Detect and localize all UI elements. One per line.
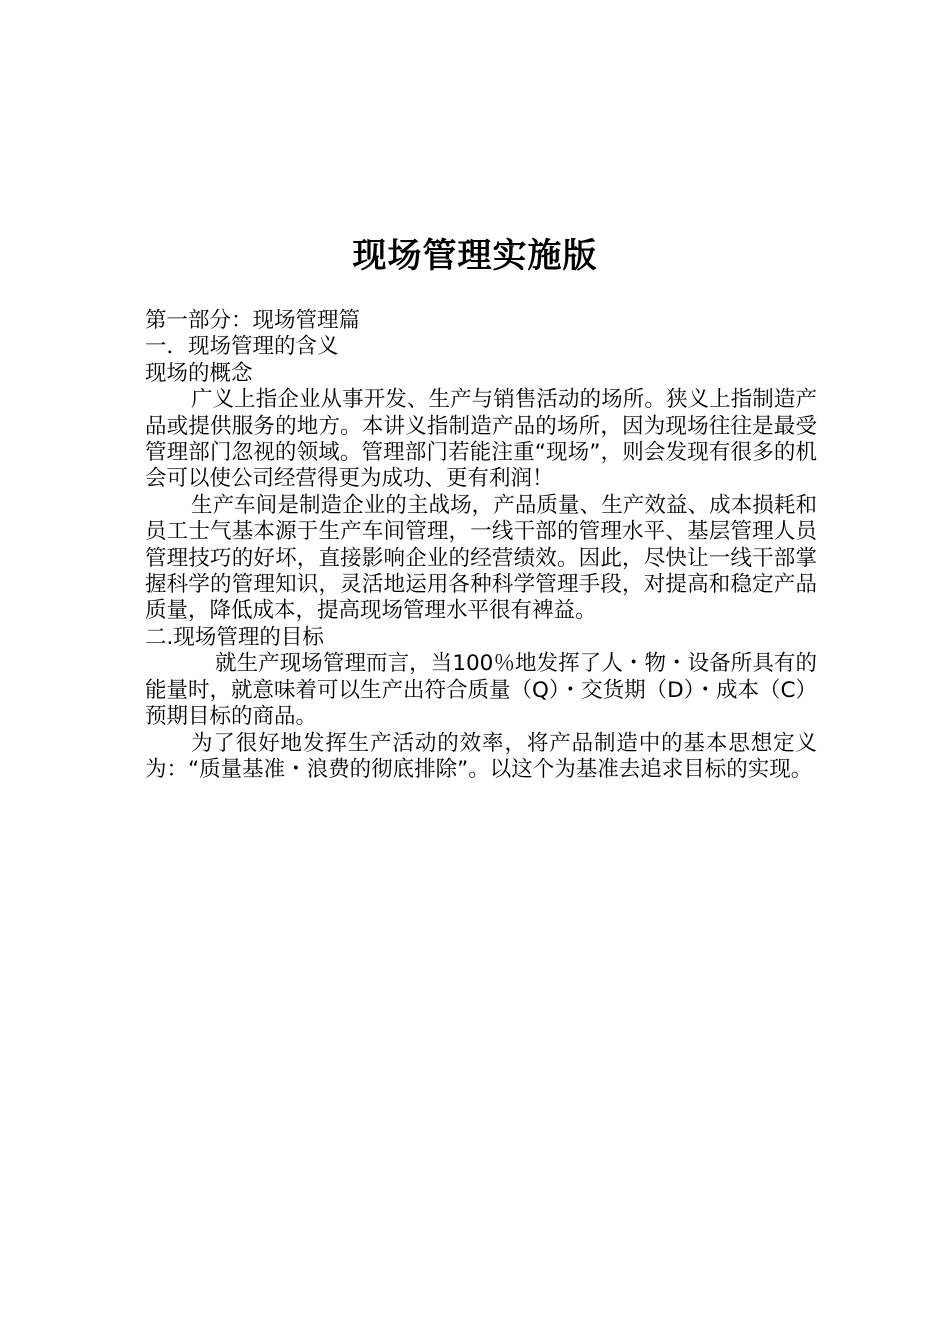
part-heading: 第一部分：现场管理篇 <box>145 308 361 333</box>
paragraph-efficiency: 为了很好地发挥生产活动的效率，将产品制造中的基本思想定义为：“质量基准・浪费的彻底排除”。以这个为基准去追求目标的实现。 <box>145 730 817 782</box>
subsection-heading-concept: 现场的概念 <box>145 360 253 386</box>
paragraph-scene-definition: 广义上指企业从事开发、生产与销售活动的场所。狭义上指制造产品或提供服务的地方。本讲义指制造产品的场所，因为现场往往是最受管理部门忽视的领域。管理部门若能注重“现场”，则会发现有很多的机会可以使公司经营得更为成功、更有利润！ <box>145 387 817 492</box>
document-body <box>145 308 817 783</box>
document-title: 现场管理实施版 <box>352 236 598 276</box>
section-heading-2: 二.现场管理的目标 <box>145 624 324 650</box>
paragraph-workshop-management: 生产车间是制造企业的主战场，产品质量、生产效益、成本损耗和员工士气基本源于生产车间管理，一线干部的管理水平、基层管理人员管理技巧的好坏，直接影响企业的经营绩效。因此，尽快让一线干部掌握科学的管理知识，灵活地运用各种科学管理手段，对提高和稳定产品质量，降低成本，提高现场管理水平很有裨益。 <box>145 492 817 624</box>
section-heading-1: 一．现场管理的含义 <box>145 334 339 360</box>
paragraph-management-goal: 就生产现场管理而言，当100％地发挥了人・物・设备所具有的能量时，就意味着可以生产出符合质量（Q）・交货期（D）・成本（C）预期目标的商品。 <box>145 651 817 730</box>
